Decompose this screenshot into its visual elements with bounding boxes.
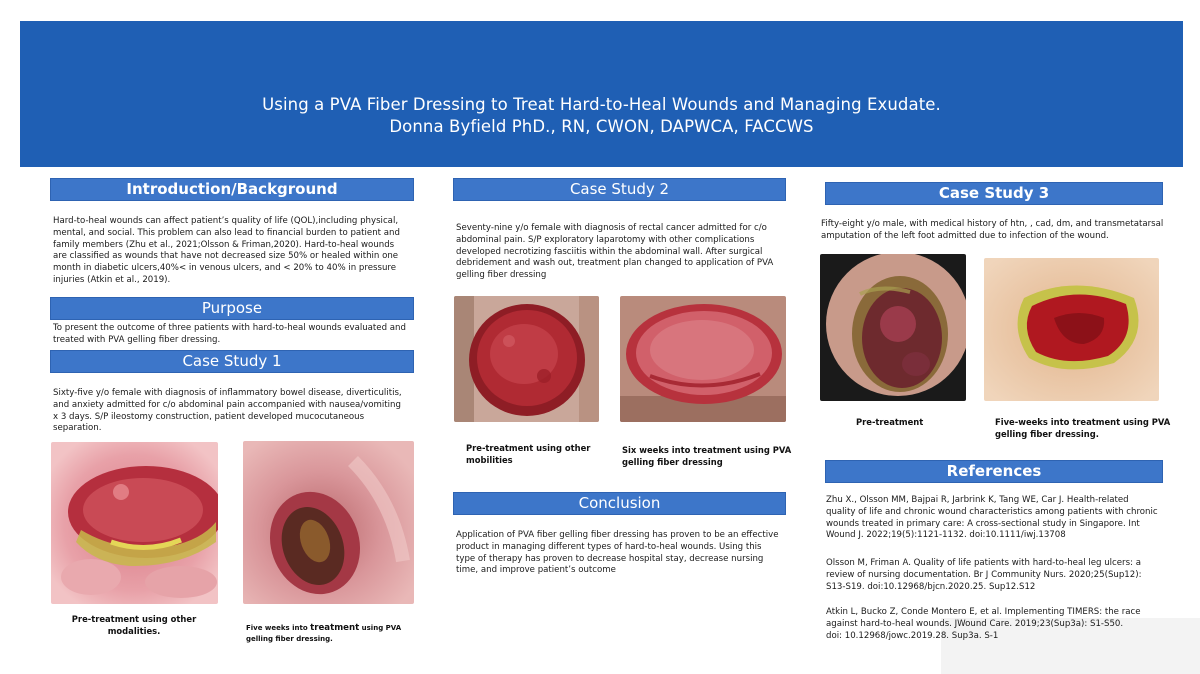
caption-line: [246, 623, 416, 634]
caption-part: Five weeks into: [246, 624, 311, 632]
caption-part: using PVA: [359, 624, 402, 632]
case2-line: abdominal pain. S/P exploratory laparotomy with other complications: [456, 234, 755, 245]
poster-author: Donna Byfield PhD., RN, CWON, DAPWCA, FACCWS: [389, 117, 814, 136]
intro-line: injuries (Atkin et al., 2019).: [53, 274, 171, 285]
conclusion-line: type of therapy has proven to decrease hospital stay, decrease nursing: [456, 553, 764, 564]
caption-part: treatment: [310, 623, 360, 633]
purpose-line: To present the outcome of three patients with hard-to-heal wounds evaluated and: [53, 323, 406, 333]
case2-line: debridement and wash out, treatment plan changed to application of PVA: [456, 258, 774, 269]
caption-line: Pre-treatment using other: [71, 614, 197, 624]
intro-line: family members (Zhu et al., 2021;Olsson & Friman,2020). Hard-to-heal wounds: [53, 239, 395, 250]
case1-heading: Case Study 1: [50, 350, 414, 373]
intro-line: month in diabetic ulcers,40%< in venous ulcers, and < 20% to 40% in pressure: [53, 263, 397, 274]
reference-line: quality of life and chronic wound characteristics among patients with chronic: [826, 506, 1158, 517]
caption-line: Pre-treatment: [856, 417, 924, 427]
conclusion-line: time, and improve patient’s outcome: [456, 565, 616, 576]
intro-line: Hard-to-heal wounds can affect patient’s quality of life (QOL),including physical,: [53, 216, 399, 226]
references-heading: References: [825, 460, 1163, 483]
case2-pretreatment-photo: [454, 296, 599, 422]
purpose-line: treated with PVA gelling fiber dressing.: [53, 334, 221, 345]
title-banner: [20, 21, 1183, 167]
reference-line: S13-S19. doi:10.12968/bjcn.2020.25. Sup12.S12: [826, 581, 1036, 592]
case2-line: developed necrotizing fasciitis within the abdominal wall. After surgical: [456, 246, 763, 257]
case1-five-weeks-caption: [246, 623, 416, 645]
reference-line: against hard-to-heal wounds. JWound Care. 2019;23(Sup3a): S1-S50.: [826, 618, 1124, 629]
case3-line: Fifty-eight y/o male, with medical history of htn, , cad, dm, and transmetatarsal: [821, 219, 1164, 229]
caption-line: Six weeks into treatment using PVA: [622, 445, 792, 455]
introduction-text: [53, 216, 423, 287]
case3-pretreatment-caption: [856, 417, 956, 429]
reference-line: Atkin L, Bucko Z, Conde Montero E, et al. Implementing TIMERS: the race: [826, 607, 1141, 617]
reference-line: Zhu X., Olsson MM, Bajpai R, Jarbrink K, Tang WE, Car J. Health-related: [826, 495, 1129, 505]
case2-six-weeks-caption: [622, 445, 792, 468]
reference-2: [826, 558, 1186, 593]
caption-line: gelling fiber dressing.: [246, 635, 333, 643]
case2-line: Seventy-nine y/o female with diagnosis of rectal cancer admitted for c/o: [456, 223, 767, 233]
case1-pretreatment-photo: [51, 442, 218, 604]
case1-five-weeks-photo: [243, 441, 414, 604]
case1-line: Sixty-five y/o female with diagnosis of inflammatory bowel disease, diverticulitis,: [53, 388, 402, 398]
introduction-heading: Introduction/Background: [50, 178, 414, 201]
reference-line: doi: 10.12968/jowc.2019.28. Sup3a. S-1: [826, 630, 999, 641]
purpose-heading: Purpose: [50, 297, 414, 320]
purpose-text: [53, 323, 423, 347]
case1-pretreatment-caption: [54, 614, 214, 637]
case3-heading: Case Study 3: [825, 182, 1163, 205]
intro-line: are classified as wounds that have not decreased size 50% or healed within one: [53, 251, 399, 262]
conclusion-heading: Conclusion: [453, 492, 786, 515]
case1-text: [53, 388, 423, 435]
conclusion-line: product in managing different types of hard-to-heal wounds. Using this: [456, 541, 762, 552]
case1-line: separation.: [53, 423, 102, 434]
conclusion-line: Application of PVA fiber gelling fiber dressing has proven to be an effective: [456, 530, 779, 540]
case3-line: amputation of the left foot admitted due to infection of the wound.: [821, 230, 1109, 241]
reference-line: review of nursing documentation. Br J Community Nurs. 2020;25(Sup12):: [826, 569, 1142, 580]
case2-line: gelling fiber dressing: [456, 270, 547, 281]
case2-text: [456, 223, 796, 282]
reference-line: Olsson M, Friman A. Quality of life patients with hard-to-heal leg ulcers: a: [826, 558, 1141, 568]
case1-line: x 3 days. S/P ileostomy construction, patient developed mucocutaneous: [53, 411, 365, 422]
case2-heading: Case Study 2: [453, 178, 786, 201]
case2-six-weeks-photo: [620, 296, 786, 422]
caption-line: gelling fiber dressing: [622, 456, 723, 467]
case3-pretreatment-photo: [820, 254, 966, 401]
reference-line: Wound J. 2022;19(5):1121-1132. doi:10.1111/iwj.13708: [826, 530, 1066, 541]
case3-five-weeks-photo: [984, 258, 1159, 401]
caption-line: Pre-treatment using other: [466, 443, 591, 453]
caption-line: modalities.: [107, 625, 161, 636]
caption-line: mobilities: [466, 454, 513, 465]
caption-line: gelling fiber dressing.: [995, 428, 1099, 439]
reference-3: [826, 607, 1186, 642]
conclusion-text: [456, 530, 796, 577]
case1-line: and anxiety admitted for c/o abdominal pain accompanied with nausea/vomiting: [53, 399, 401, 410]
reference-line: wounds treated in primary care: A cross-sectional study in Singapore. Int: [826, 518, 1140, 529]
caption-line: Five-weeks into treatment using PVA: [995, 417, 1171, 427]
case3-text: [821, 219, 1181, 243]
case2-pretreatment-caption: [466, 443, 606, 466]
intro-line: mental, and social. This problem can also lead to financial burden to patient and: [53, 227, 400, 238]
case3-five-weeks-caption: [995, 417, 1175, 440]
reference-1: [826, 495, 1186, 542]
poster-title: Using a PVA Fiber Dressing to Treat Hard-to-Heal Wounds and Managing Exudate.: [262, 95, 941, 114]
